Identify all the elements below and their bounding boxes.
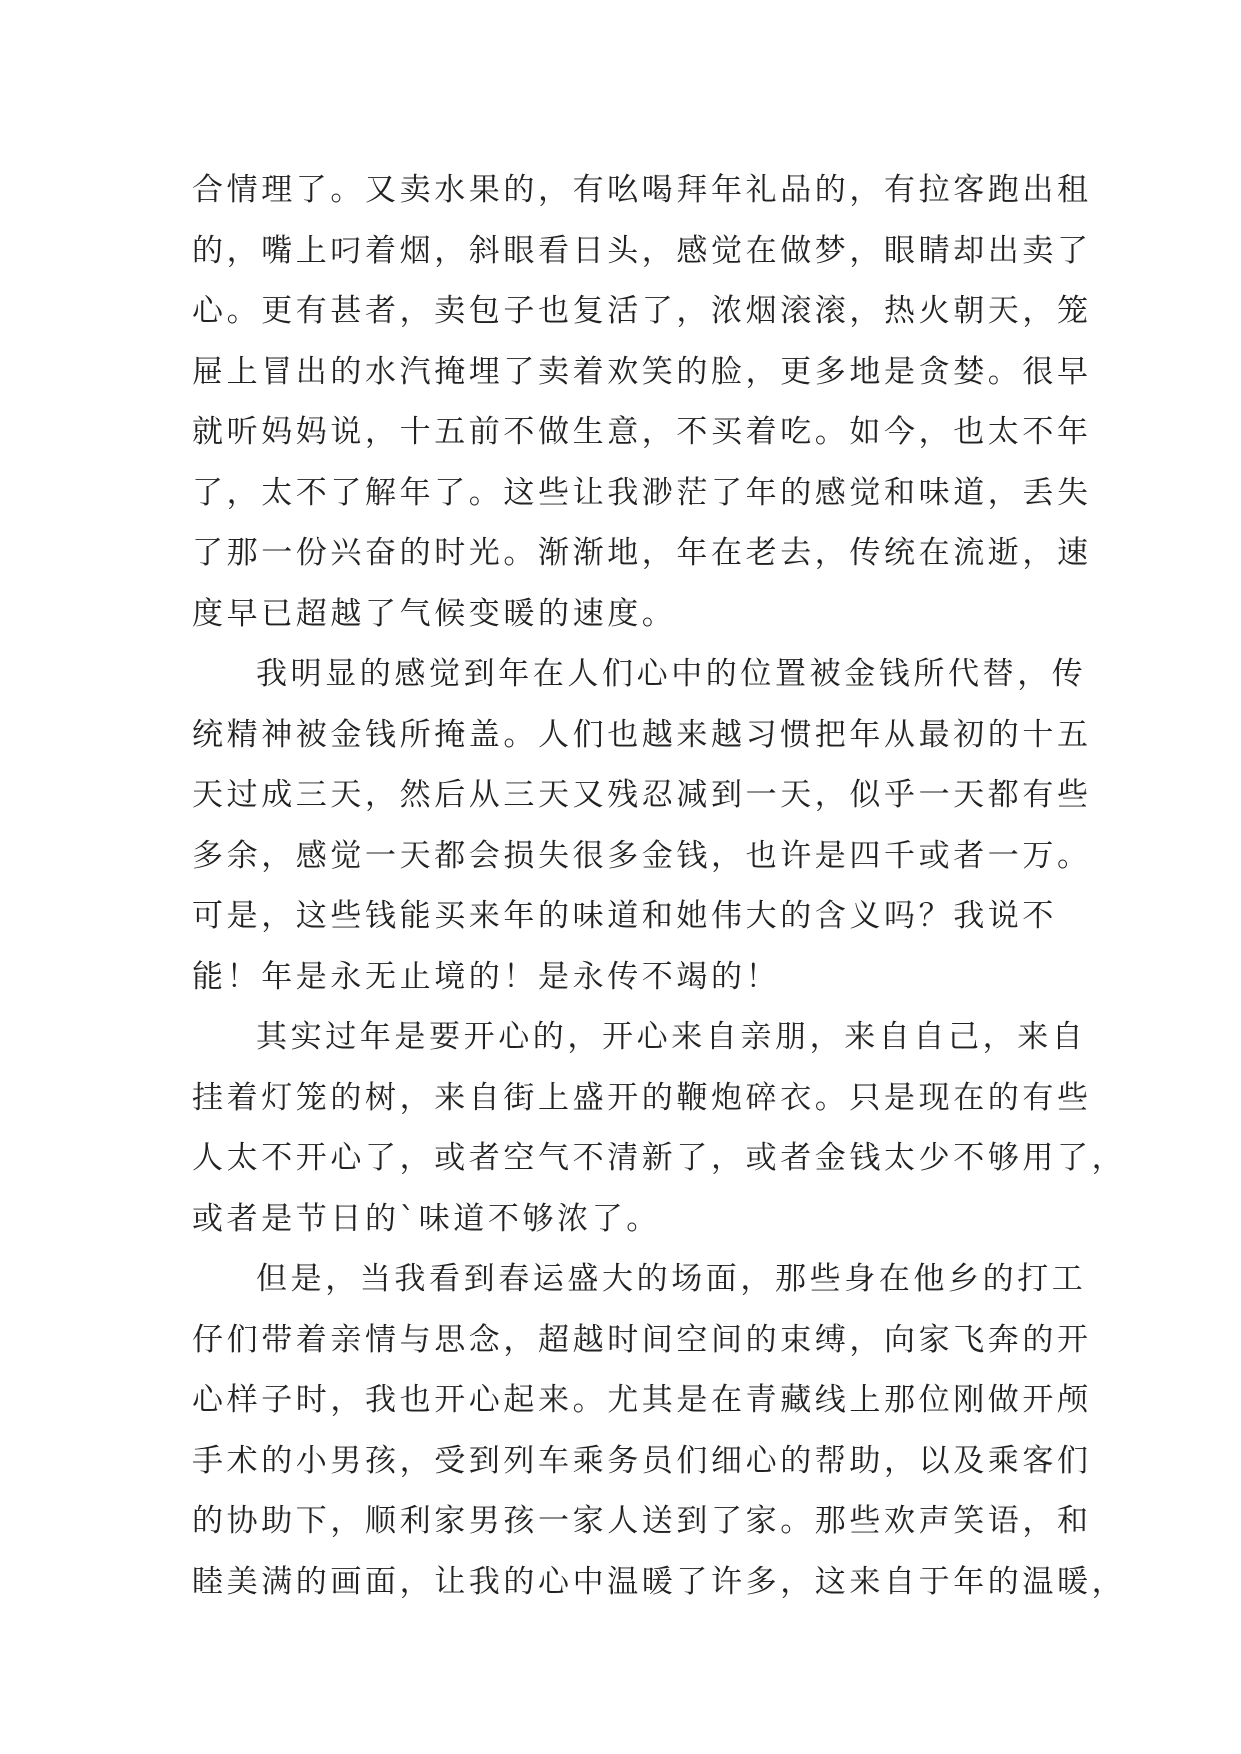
text-line: 或者是节日的`味道不够浓了。 [192,1200,661,1237]
text-line: 了，太不了解年了。这些让我渺茫了年的感觉和味道，丢失 [192,474,1092,511]
text-line: 挂着灯笼的树，来自街上盛开的鞭炮碎衣。只是现在的有些 [192,1079,1092,1116]
paragraph-first-line: 其实过年是要开心的，开心来自亲朋，来自自己，来自 [256,1019,1087,1055]
text-line: 屉上冒出的水汽掩埋了卖着欢笑的脸，更多地是贪婪。很早 [192,353,1092,390]
paragraph-first-line: 我明显的感觉到年在人们心中的位置被金钱所代替，传 [256,656,1087,692]
text-line: 度早已超越了气候变暖的速度。 [192,595,677,632]
text-line: 了那一份兴奋的时光。渐渐地，年在老去，传统在流逝，速 [192,535,1092,571]
text-line: 统精神被金钱所掩盖。人们也越来越习惯把年从最初的十五 [192,716,1092,753]
text-line: 的协助下，顺利家男孩一家人送到了家。那些欢声笑语，和 [192,1503,1092,1539]
text-line: 天过成三天，然后从三天又残忍减到一天，似乎一天都有些 [192,777,1092,813]
text-line: 的，嘴上叼着烟，斜眼看日头，感觉在做梦，眼睛却出卖了 [192,232,1092,269]
text-line: 合情理了。又卖水果的，有吆喝拜年礼品的，有拉客跑出租 [192,172,1092,208]
text-line: 睦美满的画面，让我的心中温暖了许多，这来自于年的温暖， [192,1563,1127,1600]
text-line: 心样子时，我也开心起来。尤其是在青藏线上那位刚做开颅 [192,1382,1092,1418]
text-line: 人太不开心了，或者空气不清新了，或者金钱太少不够用了， [192,1140,1127,1176]
text-line: 仔们带着亲情与思念，超越时间空间的束缚，向家飞奔的开 [192,1321,1092,1358]
paragraph-first-line: 但是，当我看到春运盛大的场面，那些身在他乡的打工 [256,1261,1087,1297]
body-text [192,160,1127,1612]
text-line: 能！年是永无止境的！是永传不竭的！ [192,958,781,995]
text-line: 心。更有甚者，卖包子也复活了，浓烟滚滚，热火朝天，笼 [192,293,1092,329]
text-line: 就听妈妈说，十五前不做生意，不买着吃。如今，也太不年 [192,414,1092,450]
text-line: 手术的小男孩，受到列车乘务员们细心的帮助，以及乘客们 [192,1442,1092,1479]
text-line: 可是，这些钱能买来年的味道和她伟大的含义吗？我说不 [192,898,1057,934]
text-line: 多余，感觉一天都会损失很多金钱，也许是四千或者一万。 [192,837,1092,874]
